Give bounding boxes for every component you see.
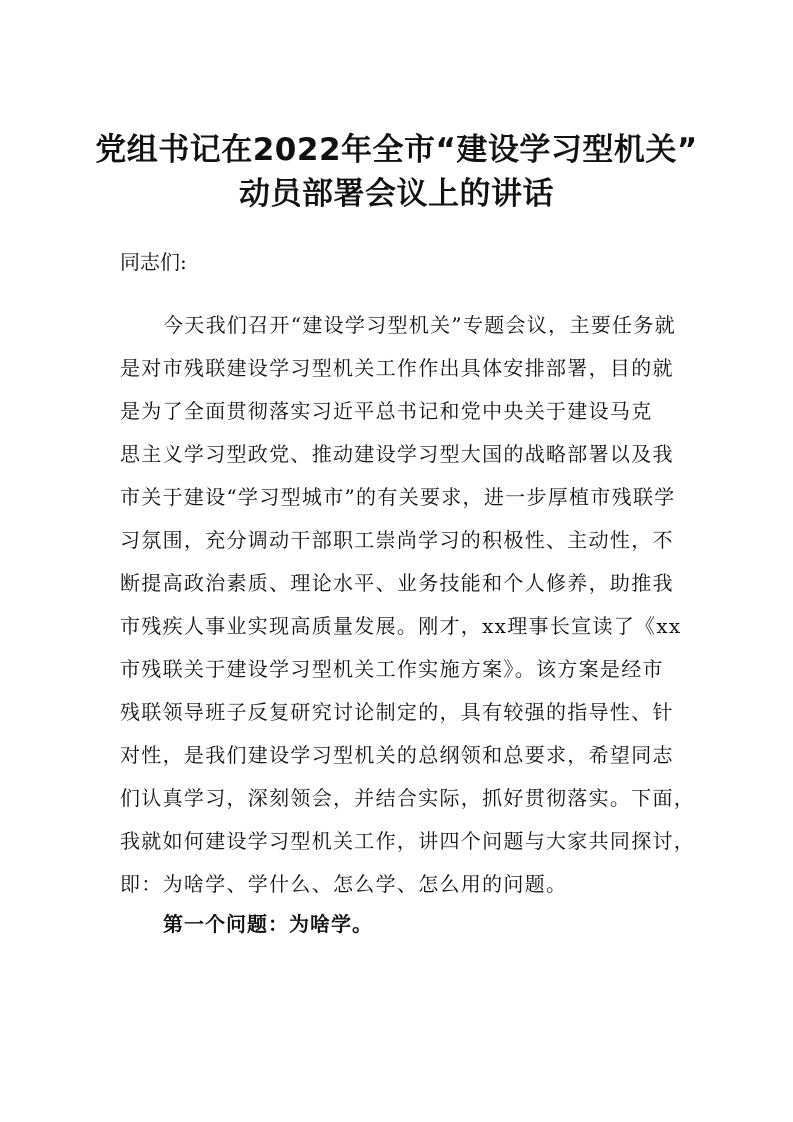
section-heading: 第一个问题：为啥学。 — [163, 912, 373, 936]
paragraph-line: 习氛围，充分调动干部职工崇尚学习的积极性、主动性，不 — [120, 528, 674, 552]
document-title-line-2: 动员部署会议上的讲话 — [239, 176, 554, 212]
greeting: 同志们: — [120, 250, 187, 274]
paragraph-line: 我就如何建设学习型机关工作，讲四个问题与大家共同探讨， — [120, 829, 696, 853]
paragraph-line: 对性，是我们建设学习型机关的总纲领和总要求，希望同志 — [120, 743, 674, 767]
paragraph-line: 市关于建设“学习型城市”的有关要求，进一步厚植市残联学 — [120, 485, 676, 509]
paragraph-line: 断提高政治素质、理论水平、业务技能和个人修养，助推我 — [120, 571, 674, 595]
paragraph-line: 们认真学习，深刻领会，并结合实际，抓好贯彻落实。下面， — [120, 786, 696, 810]
paragraph-line: 即：为啥学、学什么、怎么学、怎么用的问题。 — [120, 872, 568, 896]
paragraph-line: 是对市残联建设学习型机关工作作出具体安排部署，目的就 — [120, 356, 674, 380]
document-title-line-1: 党组书记在2022年全市“建设学习型机关” — [95, 132, 698, 168]
paragraph-line: 残联领导班子反复研究讨论制定的，具有较强的指导性、针 — [120, 700, 674, 724]
paragraph-line: 市残疾人事业实现高质量发展。刚才，xx理事长宣读了《xx — [120, 614, 682, 638]
paragraph-line: 市残联关于建设学习型机关工作实施方案》。该方案是经市 — [120, 657, 664, 681]
paragraph-line: 今天我们召开“建设学习型机关”专题会议，主要任务就 — [163, 313, 676, 337]
paragraph-line: 是为了全面贯彻落实习近平总书记和党中央关于建设马克 — [120, 399, 653, 423]
paragraph-line: 思主义学习型政党、推动建设学习型大国的战略部署以及我 — [120, 442, 674, 466]
